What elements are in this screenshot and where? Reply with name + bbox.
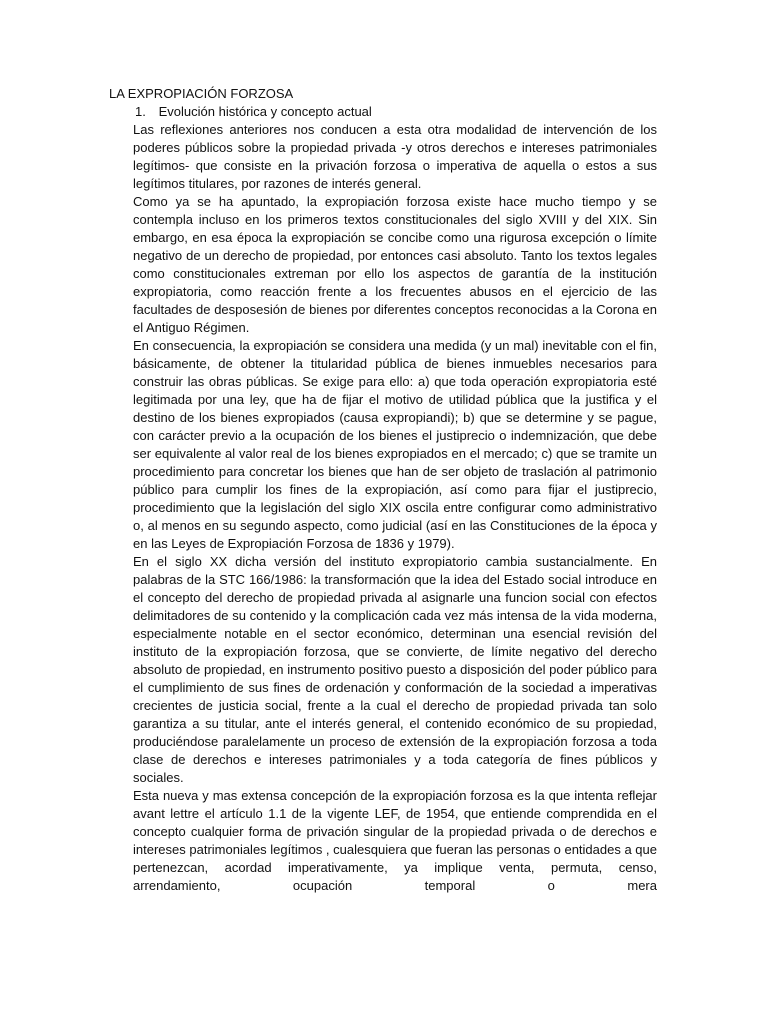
paragraph: Como ya se ha apuntado, la expropiación forzosa existe hace mucho tiempo y se contempla incluso en los primeros textos constitucionales del siglo XVIII y del XIX. Sin embargo, en esa época la expropiación se concibe como una rigurosa excepción o límite negativo de un derecho de propiedad, por entonces casi absoluto. Tanto los textos legales como constitucionales extreman por ello los aspectos de garantía de la institución expropiatoria, como reacción frente a los frecuentes abusos en el ejercicio de las facultades de desposesión de bienes por diferentes conceptos reconocidas a la Corona en el Antiguo Régimen. xyxy=(133,194,657,335)
paragraph: Esta nueva y mas extensa concepción de la expropiación forzosa es la que intenta reflejar avant lettre el artículo 1.1 de la vigente LEF, de 1954, que entiende comprendida en el concepto cualquier forma de privación singular de la propiedad privada o de derechos e intereses patrimoniales legítimos , cualesquiera que fueran las personas o entidades a que pertenezcan, acordad imperativamente, ya implique venta, permuta, censo, arrendamiento, ocupación temporal o mera xyxy=(133,788,657,893)
section-heading xyxy=(135,104,372,119)
document-title: LA EXPROPIACIÓN FORZOSA xyxy=(109,86,294,101)
paragraph: En consecuencia, la expropiación se considera una medida (y un mal) inevitable con el fin, básicamente, de obtener la titularidad pública de bienes inmuebles necesarios para construir las obras públicas. Se exige para ello: a) que toda operación expropiatoria esté legitimada por una ley, que ha de fijar el motivo de utilidad pública que la justifica y el destino de los bienes expropiados (causa expropiandi); b) que se determine y se pague, con carácter previo a la ocupación de los bienes el justiprecio o indemnización, que debe ser equivalente al valor real de los bienes expropiados en el mercado; c) que se tramite un procedimiento para concretar los bienes que han de ser objeto de traslación al patrimonio público para cumplir los fines de la expropiación, así como para fijar el justiprecio, procedimiento que la legislación del siglo XIX oscila entre configurar como administrativo o, al menos en su segundo aspecto, como judicial (así en las Constituciones de la época y en las Leyes de Expropiación Forzosa de 1836 y 1979). xyxy=(133,338,657,551)
section-number: 1. xyxy=(135,104,146,119)
paragraph: En el siglo XX dicha versión del instituto expropiatorio cambia sustancialmente. En palabras de la STC 166/1986: la transformación que la idea del Estado social introduce en el concepto del derecho de propiedad privada al asignarle una funcion social con efectos delimitadores de su contenido y la complicación cada vez más intensa de la vida moderna, especialmente notable en el sector económico, determinan una esencial revisión del instituto de la expropiación forzosa, que se convierte, de límite negativo del derecho absoluto de propiedad, en instrumento positivo puesto a disposición del poder público para el cumplimiento de sus fines de ordenación y conformación de la sociedad a imperativas crecientes de justicia social, frente a la cual el derecho de propiedad privada tan solo garantiza a su titular, ante el interés general, el contenido económico de su propiedad, produciéndose paralelamente un proceso de extensión de la expropiación forzosa a toda clase de derechos e intereses patrimoniales y a toda categoría de fines públicos y sociales. xyxy=(133,554,657,785)
body-text xyxy=(133,121,657,895)
section-title: Evolución histórica y concepto actual xyxy=(158,104,372,119)
paragraph: Las reflexiones anteriores nos conducen a esta otra modalidad de intervención de los poderes públicos sobre la propiedad privada -y otros derechos e intereses patrimoniales legítimos- que consiste en la privación forzosa o imperativa de aquella o estos a sus legítimos titulares, por razones de interés general. xyxy=(133,122,657,191)
